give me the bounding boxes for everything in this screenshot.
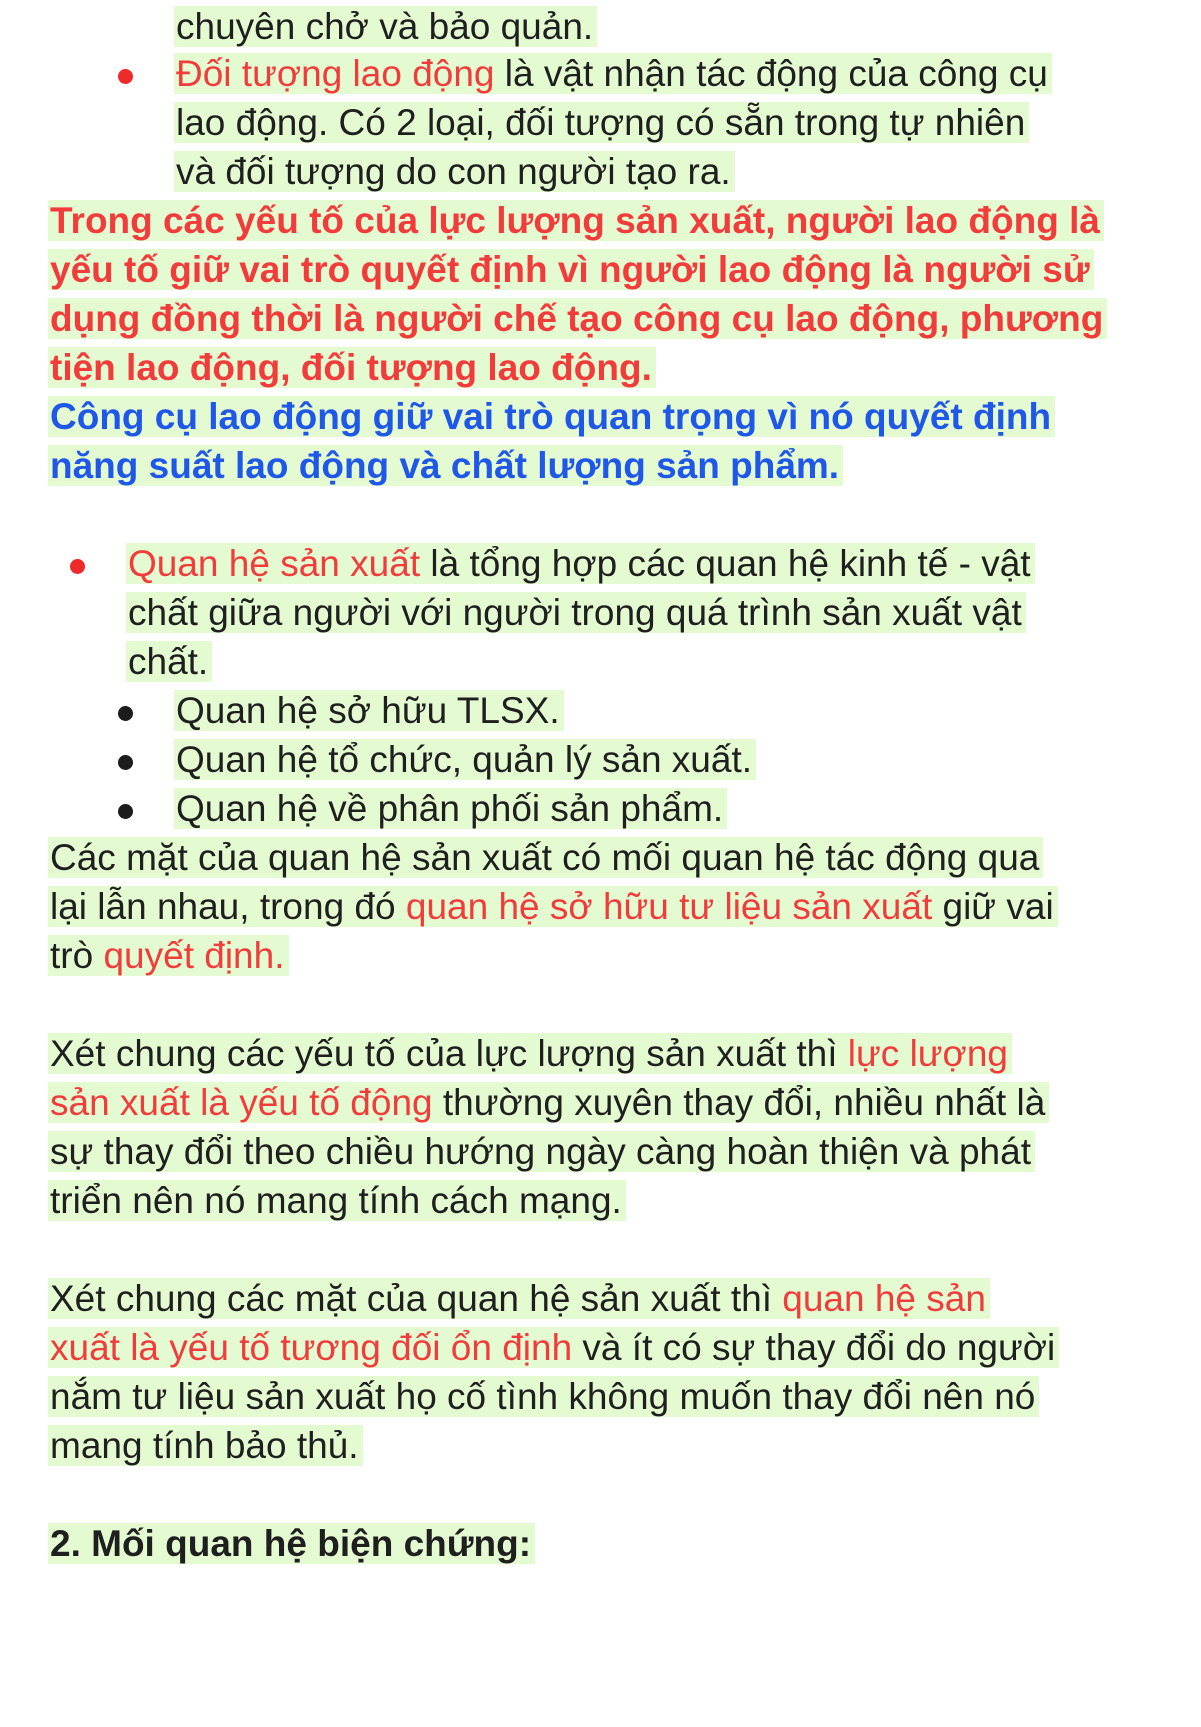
red-term: quan hệ sở hữu tư liệu sản xuất	[405, 886, 933, 927]
text-span: Quan hệ sở hữu TLSX.	[174, 690, 564, 731]
heading-text: 2. Mối quan hệ biện chứng:	[48, 1523, 535, 1564]
text-line	[48, 243, 1094, 297]
text-line	[126, 537, 1035, 591]
text-line	[174, 47, 1052, 101]
text-line	[174, 96, 1029, 150]
text-span: và đối tượng do con người tạo ra.	[174, 151, 735, 192]
text-line	[48, 929, 289, 983]
text-line	[48, 341, 656, 395]
text-line	[174, 733, 756, 787]
text-line	[48, 1272, 990, 1326]
text-line	[48, 292, 1107, 346]
text-line	[174, 782, 727, 836]
text-span: năng suất lao động và chất lượng sản phẩm.	[48, 445, 843, 486]
text-span	[174, 53, 1052, 94]
red-term: quyết định.	[103, 935, 285, 976]
text-span: trò	[50, 935, 104, 976]
text-line	[174, 145, 735, 199]
text-span: Xét chung các yếu tố của lực lượng sản xuất thì	[50, 1033, 848, 1074]
text-span: Công cụ lao động giữ vai trò quan trọng vì nó quyết định	[48, 396, 1055, 437]
text-line	[48, 390, 1055, 444]
text-line	[48, 1027, 1012, 1081]
red-bullet-icon	[70, 559, 85, 574]
text-span: lao động. Có 2 loại, đối tượng có sẵn trong tự nhiên	[174, 102, 1029, 143]
text-span: thường xuyên thay đổi, nhiều nhất là	[432, 1082, 1046, 1123]
red-term: Đối tượng lao động	[176, 53, 495, 94]
text-span: Các mặt của quan hệ sản xuất có mối quan hệ tác động qua	[48, 837, 1043, 878]
text-span: giữ vai	[932, 886, 1054, 927]
text-line	[48, 1076, 1049, 1130]
bullet-icon	[118, 706, 133, 721]
text-line	[48, 831, 1043, 885]
text-span: Trong các yếu tố của lực lượng sản xuất, người lao động là	[48, 200, 1104, 241]
text-line	[126, 586, 1026, 640]
text-line	[48, 1419, 363, 1473]
text-span: và ít có sự thay đổi do người	[572, 1327, 1056, 1368]
text-span: mang tính bảo thủ.	[48, 1425, 363, 1466]
red-bullet-icon	[118, 69, 133, 84]
text-line	[48, 1370, 1039, 1424]
text-span	[48, 1033, 1012, 1074]
text-line	[48, 1174, 626, 1228]
text-span: là vật nhận tác động của công cụ	[494, 53, 1048, 94]
text-line	[48, 1125, 1035, 1179]
text-span	[126, 543, 1035, 584]
text-line	[174, 684, 564, 738]
text-span: yếu tố giữ vai trò quyết định vì người lao động là người sử	[48, 249, 1094, 290]
text-span: Xét chung các mặt của quan hệ sản xuất thì	[50, 1278, 783, 1319]
red-term: Quan hệ sản xuất	[128, 543, 421, 584]
text-line	[126, 635, 212, 689]
text-span: triển nên nó mang tính cách mạng.	[48, 1180, 626, 1221]
text-span	[48, 1327, 1059, 1368]
red-term: sản xuất là yếu tố động	[50, 1082, 433, 1123]
text-line	[48, 194, 1104, 248]
red-term: quan hệ sản	[782, 1278, 986, 1319]
text-line	[48, 880, 1058, 934]
text-line	[174, 0, 597, 54]
text-span: chuyên chở và bảo quản.	[174, 6, 597, 47]
text-span	[48, 1082, 1049, 1123]
red-term: lực lượng	[847, 1033, 1008, 1074]
red-term: xuất là yếu tố tương đối ổn định	[50, 1327, 573, 1368]
text-span: chất.	[126, 641, 212, 682]
text-span: sự thay đổi theo chiều hướng ngày càng hoàn thiện và phát	[48, 1131, 1035, 1172]
text-line	[48, 439, 843, 493]
text-span: tiện lao động, đối tượng lao động.	[48, 347, 656, 388]
bullet-icon	[118, 755, 133, 770]
section-heading	[48, 1517, 535, 1571]
text-span: dụng đồng thời là người chế tạo công cụ lao động, phương	[48, 298, 1107, 339]
text-span: Quan hệ tổ chức, quản lý sản xuất.	[174, 739, 756, 780]
text-line	[48, 1321, 1059, 1375]
text-span	[48, 1278, 990, 1319]
text-span: nắm tư liệu sản xuất họ cố tình không muốn thay đổi nên nó	[48, 1376, 1039, 1417]
bullet-icon	[118, 804, 133, 819]
text-span: chất giữa người với người trong quá trình sản xuất vật	[126, 592, 1026, 633]
text-span: Quan hệ về phân phối sản phẩm.	[174, 788, 727, 829]
text-span	[48, 935, 289, 976]
text-span: là tổng hợp các quan hệ kinh tế - vật	[420, 543, 1031, 584]
text-span: lại lẫn nhau, trong đó	[50, 886, 406, 927]
text-span	[48, 886, 1058, 927]
